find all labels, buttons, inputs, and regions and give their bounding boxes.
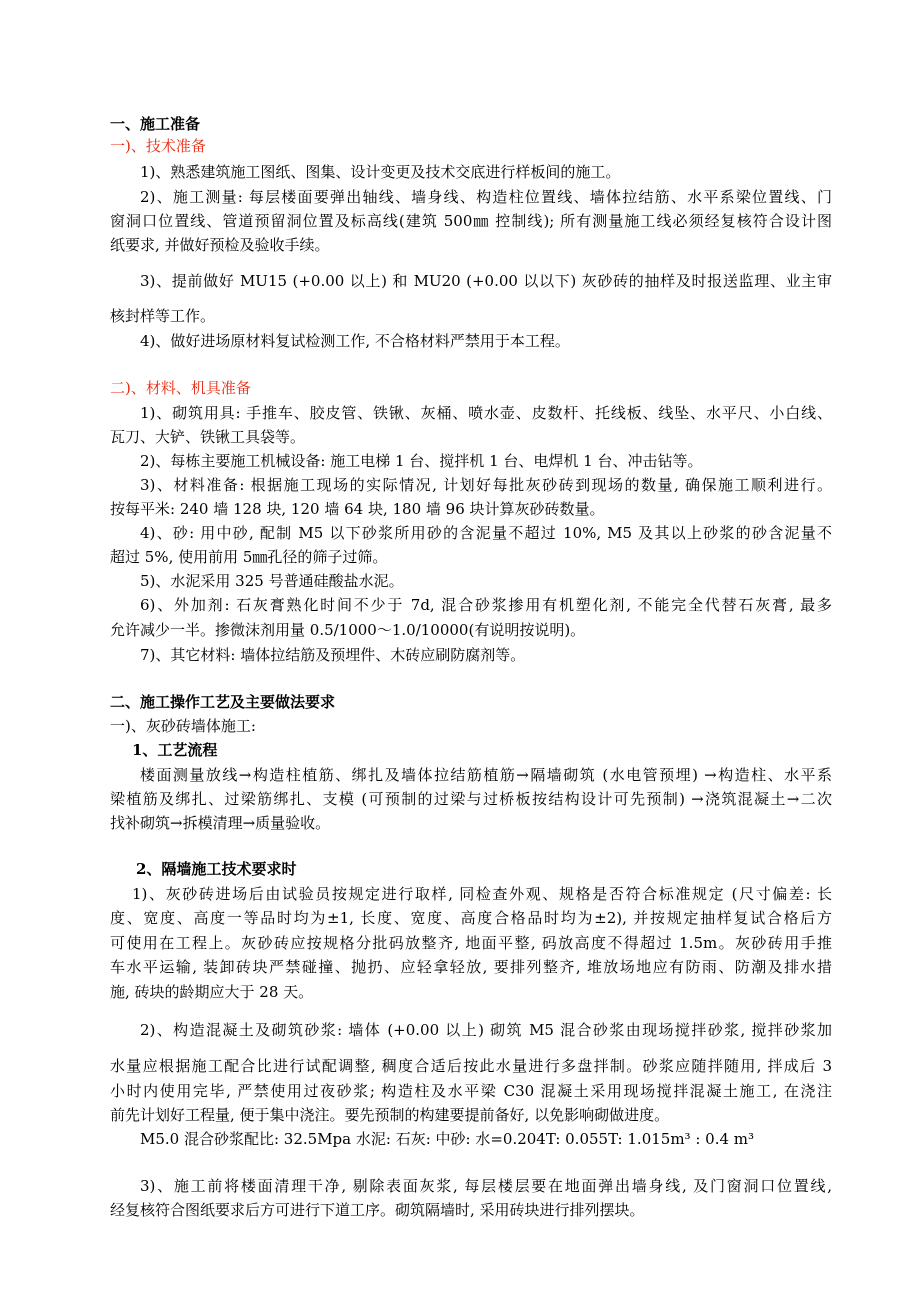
paragraph: 核封样等工作。 [110,307,216,325]
paragraph: 施, 砖块的龄期应大于 28 天。 [110,983,314,1001]
paragraph: 7)、其它材料: 墙体拉结筋及预埋件、木砖应刷防腐剂等。 [140,646,526,664]
paragraph: 1)、熟悉建筑施工图纸、图集、设计变更及技术交底进行样板间的施工。 [140,163,621,181]
paragraph: 经复核符合图纸要求后方可进行下道工序。砌筑隔墙时, 采用砖块进行排列摆块。 [110,1201,645,1219]
paragraph: 4)、做好进场原材料复试检测工作, 不合格材料严禁用于本工程。 [140,332,570,350]
paragraph: 车水平运输, 装卸砖块严禁碰撞、抛扔、应轻拿轻放, 要排列整齐, 堆放场地应有防雨、防潮及排水措 [110,958,832,976]
subsection-title: 一)、灰砂砖墙体施工: [110,717,256,735]
item-1-title: 1、工艺流程 [132,741,218,759]
paragraph: 梁植筋及绑扎、过梁筋绑扎、支模 (可预制的过梁与过桥板按结构设计可先预制) →浇筑混凝土→二次 [110,790,832,808]
paragraph: 窗洞口位置线、管道预留洞位置及标高线(建筑 500㎜ 控制线); 所有测量施工线必须经复核符合设计图 [110,212,832,230]
paragraph: 1)、砌筑用具: 手推车、胶皮管、铁锹、灰桶、喷水壶、皮数杆、托线板、线坠、水平尺、小白线、 [140,404,832,422]
paragraph: 3)、施工前将楼面清理干净, 剔除表面灰浆, 每层楼层要在地面弹出墙身线, 及门窗洞口位置线, [140,1177,832,1195]
mix-ratio-line: M5.0 混合砂浆配比: 32.5Mpa 水泥: 石灰: 中砂: 水=0.204T: 0.055T: 1.015m³ : 0.4 m³ [140,1130,755,1148]
paragraph: 2)、每栋主要施工机械设备: 施工电梯 1 台、搅拌机 1 台、电焊机 1 台、冲击钻等。 [140,452,703,470]
paragraph: 按每平米: 240 墙 128 块, 120 墙 64 块, 180 墙 96 块计算灰砂砖数量。 [110,500,605,518]
paragraph: 2)、构造混凝土及砌筑砂浆: 墙体 (+0.00 以上) 砌筑 M5 混合砂浆由现场搅拌砂浆, 搅拌砂浆加 [140,1021,832,1039]
section-2-title: 二、施工操作工艺及主要做法要求 [110,693,336,711]
paragraph: 楼面测量放线→构造柱植筋、绑扎及墙体拉结筋植筋→隔墙砌筑 (水电管预埋) →构造柱、水平系 [140,766,832,784]
paragraph: 纸要求, 并做好预检及验收手续。 [110,236,330,254]
paragraph: 3)、提前做好 MU15 (+0.00 以上) 和 MU20 (+0.00 以以下) 灰砂砖的抽样及时报送监理、业主审 [140,272,832,290]
paragraph: 1)、灰砂砖进场后由试验员按规定进行取样, 同检查外观、规格是否符合标准规定 (尺寸偏差: 长 [132,885,832,903]
paragraph: 小时内使用完毕, 严禁使用过夜砂浆; 构造柱及水平梁 C30 混凝土采用现场搅拌混凝土施工, 在浇注 [110,1082,832,1100]
paragraph: 水量应根据施工配合比进行试配调整, 稠度合适后按此水量进行多盘拌制。砂浆应随拌随用, 拌成后 3 [110,1057,832,1075]
paragraph: 6)、外加剂: 石灰膏熟化时间不少于 7d, 混合砂浆掺用有机塑化剂, 不能完全代替石灰膏, 最多 [140,596,832,614]
paragraph: 可使用在工程上。灰砂砖应按规格分批码放整齐, 地面平整, 码放高度不得超过 1.5m。灰砂砖用手推 [110,934,832,952]
paragraph: 超过 5%, 使用前用 5㎜孔径的筛子过筛。 [110,548,388,566]
paragraph: 5)、水泥采用 325 号普通硅酸盐水泥。 [140,572,404,590]
paragraph: 前先计划好工程量, 便于集中浇注。要先预制的构建要提前备好, 以免影响砌做进度。 [110,1106,670,1124]
paragraph: 2)、施工测量: 每层楼面要弹出轴线、墙身线、构造柱位置线、墙体拉结筋、水平系梁位置线、门 [140,188,832,206]
paragraph: 瓦刀、大铲、铁锹工具袋等。 [110,428,306,446]
paragraph: 度、宽度、高度一等品时均为±1, 长度、宽度、高度合格品时均为±2), 并按规定抽样复试合格后方 [110,909,832,927]
subsection-materials-title: 二)、材料、机具准备 [110,379,251,397]
paragraph: 4)、砂: 用中砂, 配制 M5 以下砂浆所用砂的含泥量不超过 10%, M5 及其以上砂浆的砂含泥量不 [140,524,832,542]
paragraph: 允许减少一半。掺微沫剂用量 0.5/1000～1.0/10000(有说明按说明)。 [110,621,586,639]
section-1-title: 一、施工准备 [110,115,201,133]
paragraph: 3)、材料准备: 根据施工现场的实际情况, 计划好每批灰砂砖到现场的数量, 确保施工顺利进行。 [140,476,832,494]
paragraph: 找补砌筑→拆模清理→质量验收。 [110,814,331,832]
subsection-tech-prep-title: 一)、技术准备 [110,137,206,155]
item-2-title: 2、隔墙施工技术要求时 [136,860,297,878]
